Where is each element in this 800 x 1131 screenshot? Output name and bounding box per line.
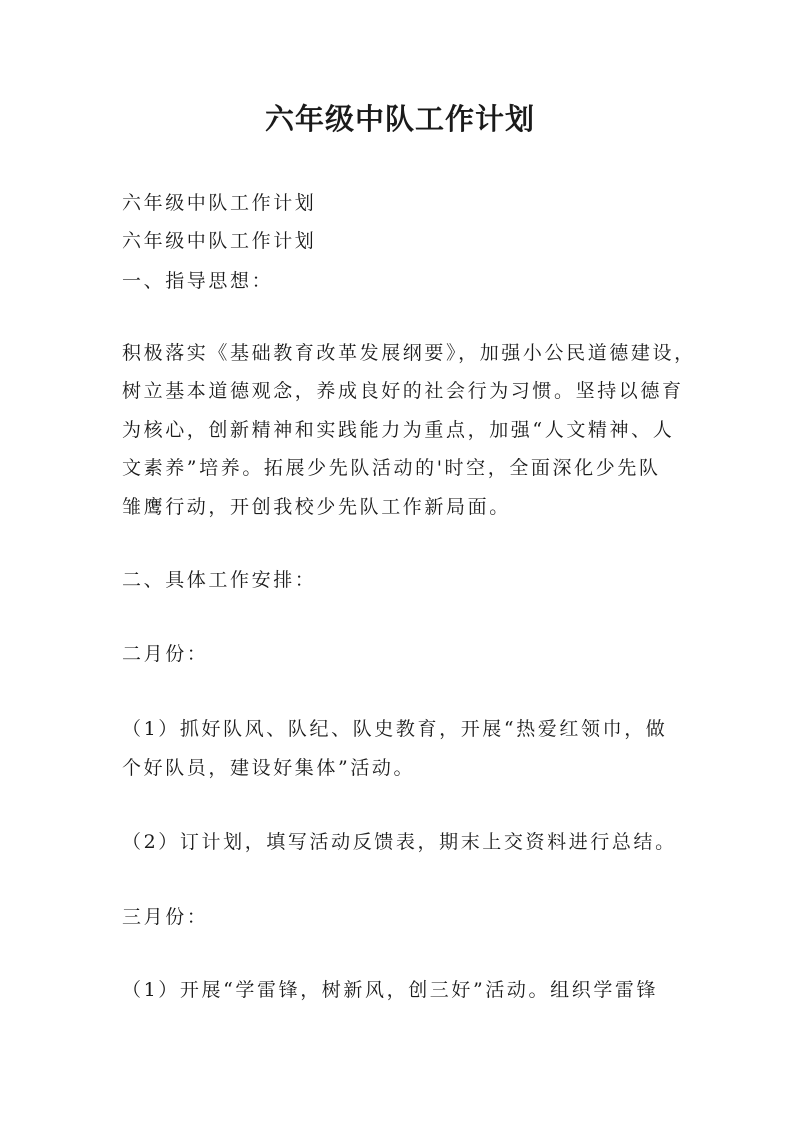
section-heading: 一、指导思想： [122, 270, 274, 292]
subtitle-line: 六年级中队工作计划 [122, 230, 317, 252]
subtitle-line: 六年级中队工作计划 [122, 192, 317, 214]
paragraph-line: 为核心，创新精神和实践能力为重点，加强“人文精神、人 [122, 419, 675, 441]
list-item-line: （2）订计划，填写活动反馈表，期末上交资料进行总结。 [122, 831, 677, 853]
paragraph-line: 雏鹰行动，开创我校少先队工作新局面。 [122, 496, 511, 518]
list-item-line: （1）抓好队风、队纪、队史教育，开展“热爱红领巾，做 [122, 718, 668, 740]
list-item-line: （1）开展“学雷锋，树新风，创三好”活动。组织学雷锋 [122, 979, 659, 1001]
month-heading: 三月份： [122, 906, 209, 928]
list-item-line: 个好队员，建设好集体”活动。 [122, 757, 416, 779]
paragraph-line: 文素养”培养。拓展少先队活动的'时空，全面深化少先队 [122, 457, 661, 479]
paragraph-line: 积极落实《基础教育改革发展纲要》，加强小公民道德建设， [122, 342, 696, 364]
paragraph-line: 树立基本道德观念，养成良好的社会行为习惯。坚持以德育 [122, 380, 684, 402]
month-heading: 二月份： [122, 643, 209, 665]
document-title: 六年级中队工作计划 [264, 102, 535, 136]
section-heading: 二、具体工作安排： [122, 569, 317, 591]
